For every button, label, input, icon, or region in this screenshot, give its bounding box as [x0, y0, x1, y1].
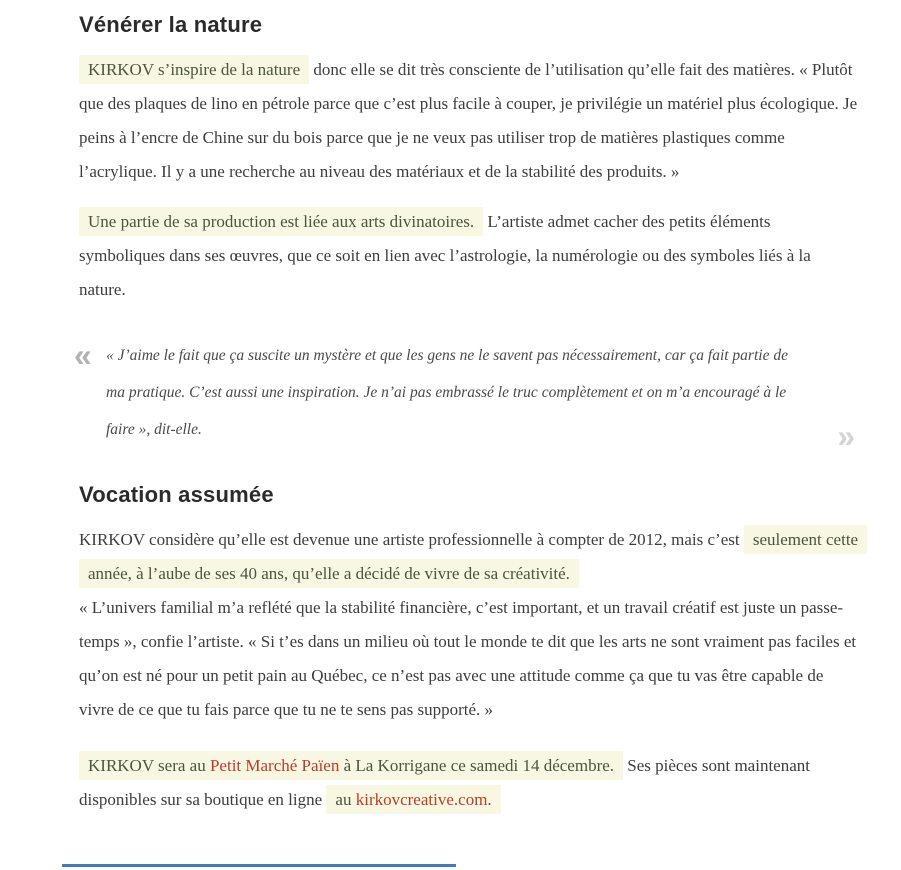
inline-highlight [79, 751, 623, 780]
section-heading-vocation-assumee: Vocation assumée [79, 482, 274, 507]
paragraph-text: L’artiste admet cacher des petits éléments symboliques dans ses œuvres, que ce soit en lien avec l’astrologie, la numérologie ou des symboles liés à la nature. [79, 212, 811, 299]
highlight-text: au [335, 790, 356, 809]
bottom-rule [62, 864, 456, 867]
paragraph-materials [79, 53, 859, 189]
paragraph-text: donc elle se dit très consciente de l’utilisation qu’elle fait des matières. « Plutôt que des plaques de lino en pétrole parce que c’est plus facile à couper, je privilégie un matériel plus écologique. Je peins à l’encre de Chine sur du bois parce que je ne veux pas utiliser trop de matières plastiques comme l’acrylique. Il y a une recherche au niveau des matériaux et de la stabilité des produits. » [79, 60, 858, 181]
highlight-text: KIRKOV sera au [88, 756, 210, 775]
paragraph-text: KIRKOV considère qu’elle est devenue une artiste professionnelle à compter de 2012, mais c’est [79, 530, 744, 549]
highlight-text: à La Korrigane ce samedi 14 décembre. [339, 756, 615, 775]
inline-link-petit-marche-paien[interactable]: Petit Marché Païen [209, 756, 340, 775]
inline-highlight [326, 785, 500, 814]
section-heading-venerer-la-nature: Vénérer la nature [79, 12, 263, 37]
blockquote-artist-quote [74, 331, 859, 454]
quote-open-icon: « [74, 337, 92, 373]
highlight-text: . [487, 790, 492, 809]
quote-close-icon: » [837, 418, 855, 454]
inline-highlight: KIRKOV s’inspire de la nature [79, 55, 309, 84]
blockquote-text: « J’aime le fait que ça suscite un mystère et que les gens ne le savent pas nécessairement, car ça fait partie de ma pratique. C’est aussi une inspiration. Je n’ai pas embrassé le truc complètement et on m’a encouragé à le faire », dit-elle. [106, 347, 788, 438]
inline-highlight: seulement cette année, à l’aube de ses 40 ans, qu’elle a décidé de vivre de sa créativité. [79, 525, 867, 588]
paragraph-text: « L’univers familial m’a reflété que la stabilité financière, c’est important, et un travail créatif est juste un passe-temps », confie l’artiste. « Si t’es dans un milieu où tout le monde te dit que les arts ne sont vraiment pas faciles et qu’on est né pour un petit pain au Québec, ce n’est pas avec une attitude comme ça que tu vas être capable de vivre de ce que tu fais parce que tu ne te sens pas supporté. » [79, 598, 857, 719]
paragraph-text: Ses pièces sont maintenant disponibles sur sa boutique en ligne [79, 756, 810, 809]
inline-highlight: Une partie de sa production est liée aux arts divinatoires. [79, 207, 483, 236]
inline-link-kirkovcreative[interactable]: kirkovcreative.com [355, 790, 488, 809]
paragraph-divination [79, 205, 859, 307]
paragraph-career [79, 523, 859, 727]
paragraph-market [79, 749, 859, 817]
